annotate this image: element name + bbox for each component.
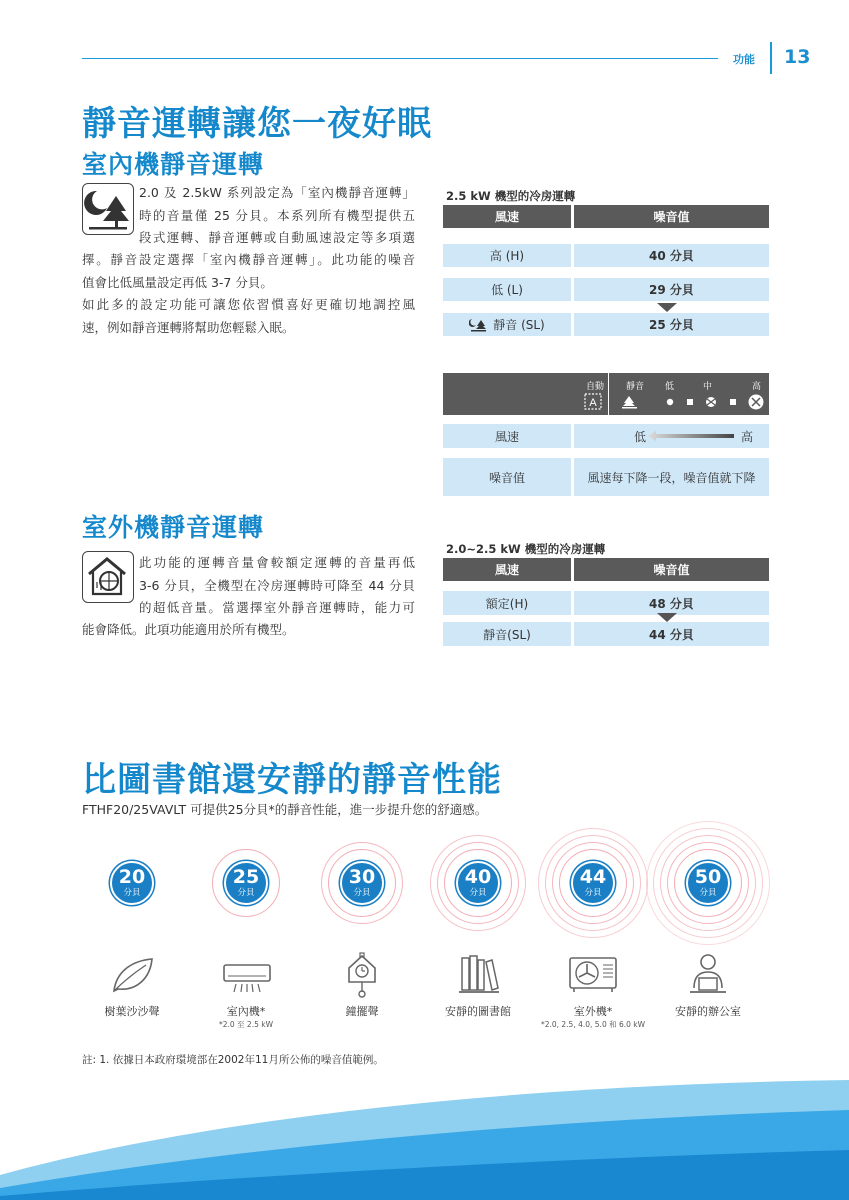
db-badge	[340, 861, 384, 905]
fan-row-label: 風速	[443, 424, 571, 448]
db-unit: 分貝	[699, 888, 717, 898]
table-cell-speed-label: 靜音 (SL)	[493, 318, 545, 332]
gradient-arrow-icon	[648, 431, 734, 441]
outdoor-heading: 室外機靜音運轉	[82, 513, 265, 542]
table-cell-speed: 額定(H)	[443, 591, 571, 615]
outdoor-paragraph-top	[139, 552, 415, 620]
outdoor-table-caption: 2.0~2.5 kW 機型的冷房運轉	[446, 542, 606, 556]
outdoor-line: 3-6 分貝，全機型在冷房運轉時可降至 44 分貝	[139, 577, 415, 593]
table-cell-value: 40 分貝	[574, 244, 769, 267]
db-badge	[686, 861, 730, 905]
indoor-line: 值會比低風量設定再低 3-7 分貝。	[82, 274, 273, 290]
db-unit: 分貝	[237, 888, 255, 898]
db-item-label: 室內機*	[226, 1005, 266, 1018]
indoor-line: 速，例如靜音運轉將幫助您輕鬆入眠。	[82, 319, 295, 335]
quiet-mode-icon	[469, 318, 487, 332]
fan-label-auto: 自動	[586, 382, 605, 392]
noise-row-value: 風速每下降一段，噪音值就下降	[574, 458, 769, 496]
indoor-unit-icon	[222, 962, 272, 996]
night-quiet-icon	[82, 183, 134, 235]
db-badge	[110, 861, 154, 905]
db-unit: 分貝	[584, 888, 602, 898]
db-item-label: 樹葉沙沙聲	[104, 1005, 160, 1018]
indoor-paragraph-top	[139, 182, 415, 250]
db-unit: 分貝	[123, 888, 141, 898]
office-worker-icon	[686, 952, 730, 998]
outdoor-line: 的超低音量。當選擇室外靜音運轉時，能力可	[139, 600, 415, 615]
comparison-subtitle: FTHF20/25VAVLT 可提供25分貝*的靜音性能，進一步提升您的舒適感。	[82, 802, 488, 817]
decorative-wave	[0, 1080, 849, 1200]
table-cell-value: 25 分貝	[574, 313, 769, 336]
indoor-line: 2.0 及 2.5kW 系列設定為「室內機靜音運轉」	[139, 185, 415, 200]
table-cell-value: 29 分貝	[574, 278, 769, 301]
svg-text:A: A	[589, 397, 597, 409]
leaf-icon	[110, 955, 156, 995]
table-header: 噪音值	[574, 205, 769, 228]
table-header: 風速	[443, 205, 571, 228]
fan-label-quiet: 靜音	[626, 382, 645, 392]
outdoor-unit-icon	[568, 955, 618, 995]
db-unit: 分貝	[469, 888, 487, 898]
scale-low: 低	[634, 429, 647, 444]
header-rule	[82, 58, 718, 59]
down-arrow-icon	[657, 303, 677, 312]
db-value: 40	[464, 866, 492, 888]
indoor-table-caption: 2.5 kW 機型的冷房運轉	[446, 189, 576, 203]
down-arrow-icon	[657, 613, 677, 622]
db-unit: 分貝	[353, 888, 371, 898]
footnote: 註: 1. 依據日本政府環境部在2002年11月所公佈的噪音值範例。	[82, 1054, 384, 1066]
outdoor-line: 能會降低。此項功能適用於所有機型。	[82, 622, 295, 637]
page-number: 13	[784, 46, 811, 68]
db-value: 44	[579, 866, 607, 888]
table-header: 風速	[443, 558, 571, 581]
db-item-footnote: *2.0, 2.5, 4.0, 5.0 和 6.0 kW	[540, 1020, 646, 1029]
table-cell-value: 44 分貝	[574, 622, 769, 646]
noise-row-label: 噪音值	[443, 458, 571, 496]
section-label: 功能	[733, 53, 755, 66]
table-cell-speed: 靜音(SL)	[443, 622, 571, 646]
table-cell-speed	[443, 313, 571, 336]
indoor-heading: 室內機靜音運轉	[82, 150, 265, 179]
db-value: 50	[694, 866, 722, 888]
db-badge	[224, 861, 268, 905]
table-cell-value: 48 分貝	[574, 591, 769, 615]
db-badge	[456, 861, 500, 905]
outdoor-quiet-icon	[82, 551, 134, 603]
db-value: 30	[348, 866, 376, 888]
indoor-line: 擇。靜音設定選擇「室內機靜音運轉」。此功能的噪音	[82, 252, 415, 267]
indoor-line: 時的音量僅 25 分貝。本系列所有機型提供五	[139, 207, 415, 223]
header-separator	[770, 42, 772, 74]
db-item-label: 鐘擺聲	[345, 1005, 379, 1018]
db-value: 25	[232, 866, 260, 888]
fan-speed-icons	[584, 392, 768, 412]
db-item-footnote: *2.0 至 2.5 kW	[218, 1020, 274, 1029]
table-header: 噪音值	[574, 558, 769, 581]
pendulum-clock-icon	[345, 952, 379, 998]
table-cell-speed: 高 (H)	[443, 244, 571, 267]
indoor-line: 如此多的設定功能可讓您依習慣喜好更確切地調控風	[82, 297, 415, 312]
comparison-title: 比圖書館還安靜的靜音性能	[82, 760, 502, 800]
outdoor-paragraph-bottom	[82, 619, 415, 642]
db-item-label: 安靜的圖書館	[445, 1005, 511, 1018]
indoor-line: 段式運轉、靜音運轉或自動風速設定等多項選	[139, 230, 415, 245]
library-books-icon	[458, 952, 500, 996]
table-cell-speed: 低 (L)	[443, 278, 571, 301]
page-title: 靜音運轉讓您一夜好眠	[82, 104, 432, 144]
db-badge	[571, 861, 615, 905]
db-value: 20	[118, 866, 146, 888]
fan-label-low: 低	[665, 382, 675, 392]
db-item-label: 安靜的辦公室	[675, 1005, 741, 1018]
fan-label-mid: 中	[703, 382, 713, 392]
indoor-paragraph-bottom	[82, 249, 415, 339]
scale-high: 高	[740, 429, 753, 444]
db-item-label: 室外機*	[573, 1005, 613, 1018]
fan-speed-bar	[443, 373, 769, 415]
outdoor-line: 此功能的運轉音量會較額定運轉的音量再低	[139, 555, 415, 570]
fan-label-high: 高	[752, 382, 762, 392]
